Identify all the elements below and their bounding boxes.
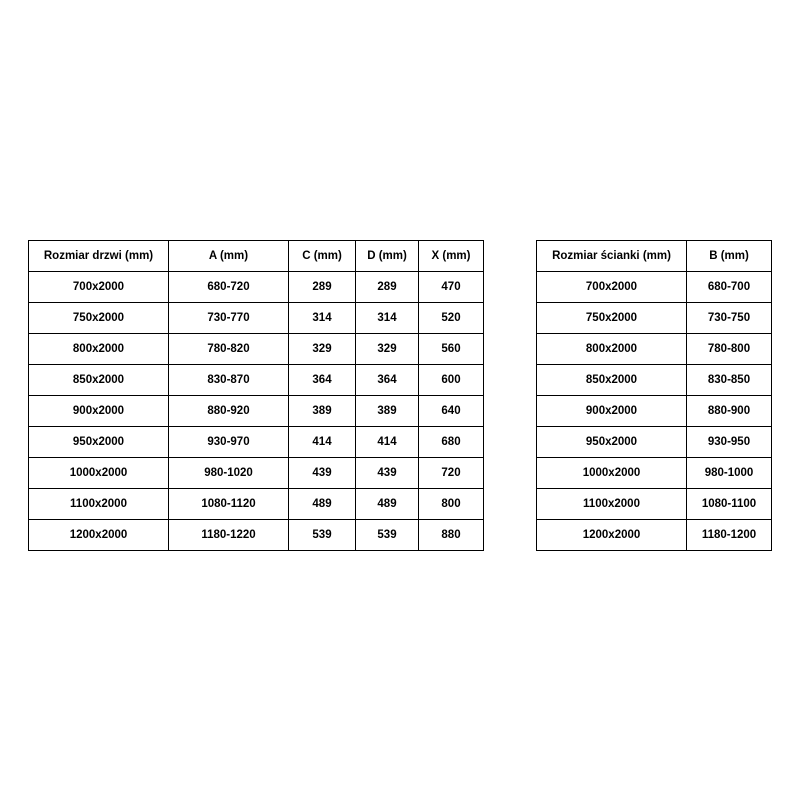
- cell-d: 439: [356, 458, 419, 489]
- column-header-d: D (mm): [356, 241, 419, 272]
- cell-d: 289: [356, 272, 419, 303]
- cell-a: 730-770: [169, 303, 289, 334]
- cell-c: 389: [289, 396, 356, 427]
- cell-x: 520: [419, 303, 484, 334]
- table-row: [29, 365, 484, 396]
- cell-door-size: 800x2000: [29, 334, 169, 365]
- table-row: [537, 303, 772, 334]
- column-header-b: B (mm): [687, 241, 772, 272]
- cell-b: 880-900: [687, 396, 772, 427]
- walls-table-header: [537, 241, 772, 272]
- cell-door-size: 700x2000: [29, 272, 169, 303]
- cell-x: 640: [419, 396, 484, 427]
- cell-door-size: 1100x2000: [29, 489, 169, 520]
- cell-x: 680: [419, 427, 484, 458]
- cell-c: 314: [289, 303, 356, 334]
- cell-b: 680-700: [687, 272, 772, 303]
- column-header-door-size: Rozmiar drzwi (mm): [29, 241, 169, 272]
- walls-size-table: [536, 240, 772, 551]
- table-row: [537, 520, 772, 551]
- cell-door-size: 1000x2000: [29, 458, 169, 489]
- cell-b: 1180-1200: [687, 520, 772, 551]
- cell-a: 1080-1120: [169, 489, 289, 520]
- cell-d: 364: [356, 365, 419, 396]
- column-header-wall-size: Rozmiar ścianki (mm): [537, 241, 687, 272]
- cell-a: 880-920: [169, 396, 289, 427]
- cell-c: 539: [289, 520, 356, 551]
- cell-b: 830-850: [687, 365, 772, 396]
- table-header-row: [537, 241, 772, 272]
- cell-door-size: 900x2000: [29, 396, 169, 427]
- cell-wall-size: 700x2000: [537, 272, 687, 303]
- doors-table-header: [29, 241, 484, 272]
- cell-d: 329: [356, 334, 419, 365]
- cell-door-size: 1200x2000: [29, 520, 169, 551]
- table-row: [29, 396, 484, 427]
- cell-b: 1080-1100: [687, 489, 772, 520]
- cell-c: 289: [289, 272, 356, 303]
- table-header-row: [29, 241, 484, 272]
- cell-d: 539: [356, 520, 419, 551]
- column-header-c: C (mm): [289, 241, 356, 272]
- cell-x: 720: [419, 458, 484, 489]
- cell-c: 364: [289, 365, 356, 396]
- table-row: [537, 427, 772, 458]
- walls-table-body: [537, 272, 772, 551]
- table-row: [537, 334, 772, 365]
- cell-x: 800: [419, 489, 484, 520]
- cell-door-size: 750x2000: [29, 303, 169, 334]
- cell-door-size: 950x2000: [29, 427, 169, 458]
- cell-a: 680-720: [169, 272, 289, 303]
- table-row: [537, 489, 772, 520]
- column-header-x: X (mm): [419, 241, 484, 272]
- cell-b: 930-950: [687, 427, 772, 458]
- cell-x: 880: [419, 520, 484, 551]
- table-row: [537, 458, 772, 489]
- cell-wall-size: 1100x2000: [537, 489, 687, 520]
- cell-a: 1180-1220: [169, 520, 289, 551]
- cell-b: 780-800: [687, 334, 772, 365]
- table-row: [29, 458, 484, 489]
- cell-x: 560: [419, 334, 484, 365]
- table-row: [29, 272, 484, 303]
- cell-wall-size: 1200x2000: [537, 520, 687, 551]
- cell-a: 930-970: [169, 427, 289, 458]
- cell-b: 980-1000: [687, 458, 772, 489]
- cell-x: 470: [419, 272, 484, 303]
- doors-table-body: [29, 272, 484, 551]
- table-row: [537, 365, 772, 396]
- cell-wall-size: 750x2000: [537, 303, 687, 334]
- doors-size-table: [28, 240, 484, 551]
- table-row: [29, 303, 484, 334]
- cell-a: 780-820: [169, 334, 289, 365]
- cell-c: 329: [289, 334, 356, 365]
- cell-d: 389: [356, 396, 419, 427]
- table-row: [537, 396, 772, 427]
- cell-c: 439: [289, 458, 356, 489]
- table-row: [29, 427, 484, 458]
- cell-wall-size: 1000x2000: [537, 458, 687, 489]
- cell-wall-size: 950x2000: [537, 427, 687, 458]
- cell-d: 314: [356, 303, 419, 334]
- cell-x: 600: [419, 365, 484, 396]
- table-row: [29, 489, 484, 520]
- table-row: [29, 520, 484, 551]
- tables-container: [0, 240, 800, 551]
- cell-a: 980-1020: [169, 458, 289, 489]
- cell-wall-size: 900x2000: [537, 396, 687, 427]
- cell-wall-size: 850x2000: [537, 365, 687, 396]
- cell-a: 830-870: [169, 365, 289, 396]
- column-header-a: A (mm): [169, 241, 289, 272]
- cell-d: 489: [356, 489, 419, 520]
- cell-d: 414: [356, 427, 419, 458]
- cell-door-size: 850x2000: [29, 365, 169, 396]
- cell-b: 730-750: [687, 303, 772, 334]
- cell-c: 414: [289, 427, 356, 458]
- cell-wall-size: 800x2000: [537, 334, 687, 365]
- table-row: [29, 334, 484, 365]
- cell-c: 489: [289, 489, 356, 520]
- table-row: [537, 272, 772, 303]
